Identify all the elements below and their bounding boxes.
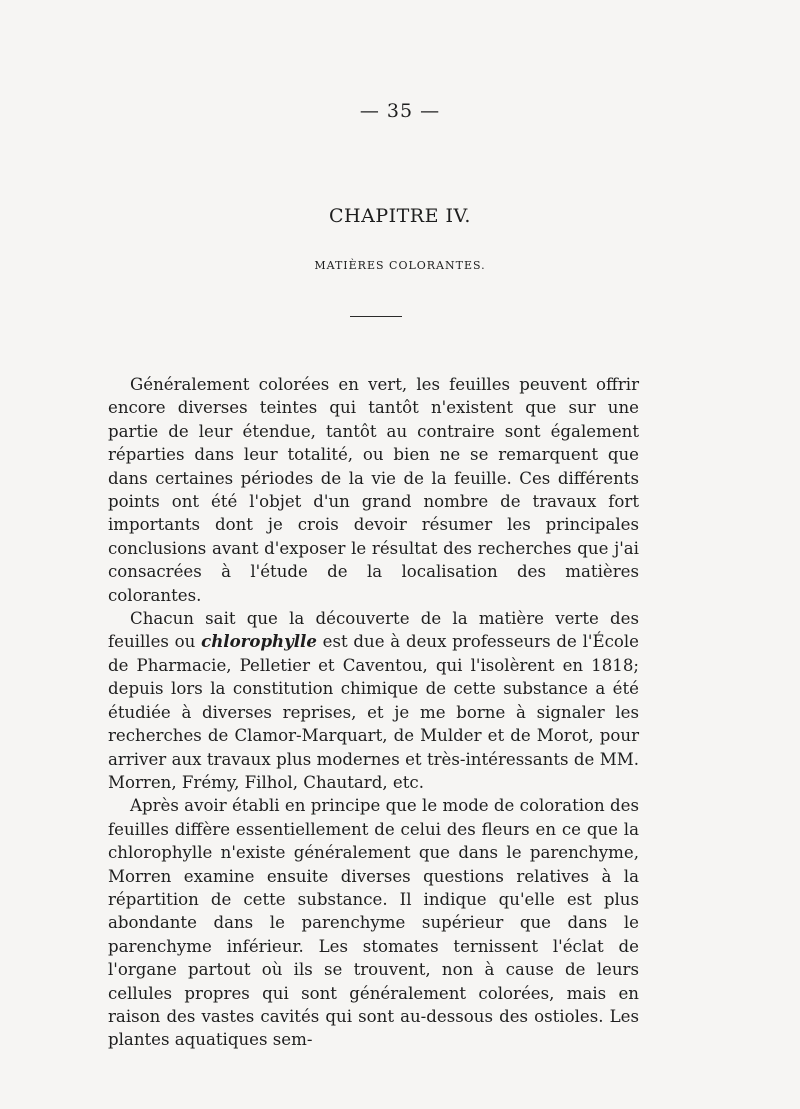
paragraph-3: Après avoir établi en principe que le mode de coloration des feuilles diffère essentiellement de celui des fleurs en ce que la chlorophylle n'existe généralement que dans le parenchyme, Morren examine ensuite diverses questions relatives à la répartition de cette substance. Il indique qu'elle est plus abondante dans le parenchyme supérieur que dans le parenchyme inférieur. Les stomates ternissent l'éclat de l'organe partout où ils se trouvent, non à cause de leurs cellules propres qui sont généralement colorées, mais en raison des vastes cavités qui sont au-dessous des ostioles. Les plantes aquatiques sem-	[108, 796, 639, 1050]
section-divider	[350, 316, 402, 317]
body-text	[108, 373, 639, 1052]
paragraph-2-after: est due à deux professeurs de l'École de Pharmacie, Pelletier et Caventou, qui l'isolèrent en 1818; depuis lors la constitution chimique de cette substance a été étudiée à diverses reprises, et je me borne à signaler les recherches de Clamor-Marquart, de Mulder et de Morot, pour arriver aux travaux plus modernes et très-intéressants de MM. Morren, Frémy, Filhol, Chautard, etc.	[108, 632, 640, 792]
page-number: — 35 —	[359, 100, 441, 122]
paragraph-2-before: Chacun sait que la découverte de la matière verte des feuilles ou	[108, 609, 639, 652]
chlorophylle-term: chlorophylle	[201, 631, 317, 652]
paragraph-2	[108, 607, 639, 794]
chapter-subtitle: MATIÈRES COLORANTES.	[314, 259, 486, 272]
chapter-title: CHAPITRE IV.	[329, 205, 471, 227]
paragraph-1: Généralement colorées en vert, les feuilles peuvent offrir encore diverses teintes qui tantôt n'existent que sur une partie de leur étendue, tantôt au contraire sont également réparties dans leur totalité, ou bien ne se remarquent que dans certaines périodes de la vie de la feuille. Ces différents points ont été l'objet d'un grand nombre de travaux fort importants dont je crois devoir résumer les principales conclusions avant d'exposer le résultat des recherches que j'ai consacrées à l'étude de la localisation des matières colorantes.	[108, 375, 639, 605]
